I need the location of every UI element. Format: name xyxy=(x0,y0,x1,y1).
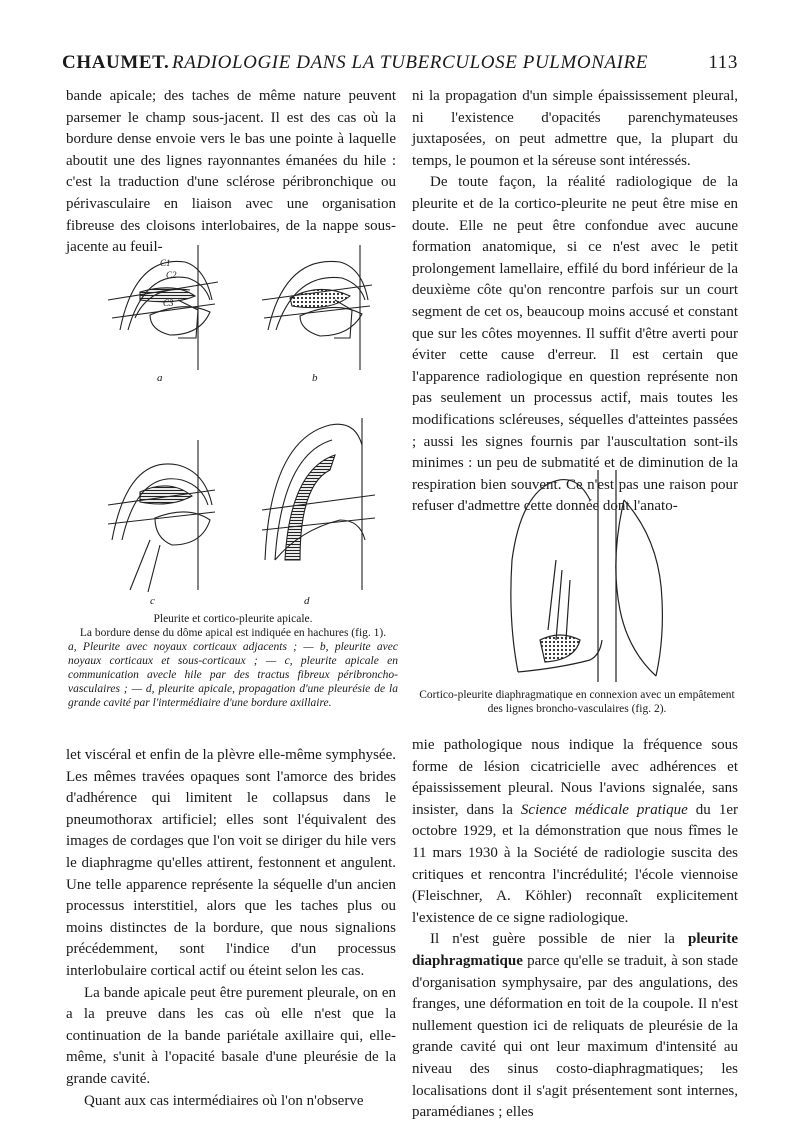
fig1-caption-line2: La bordure dense du dôme apical est indiquée en hachures (fig. 1). xyxy=(79,627,387,639)
figure-2-caption: Cortico-pleurite diaphragmatique en connexion avec un empâtement des lignes broncho-vasculaires (fig. 2). xyxy=(419,689,735,715)
fig1-legend: a, Pleurite avec noyaux corticaux adjacents ; — b, pleurite avec noyaux corticaux et sous-corticaux ; — c, pleurite apicale en communication avecle hile par des tractus fibreux péribroncho-vasculaires ; — d, pleurite apicale, propagation d'une pleurésie de la grande cavité par l'intermédiaire d'une bordure axillaire. xyxy=(68,641,398,709)
paragraph: bande apicale; des taches de même nature peuvent parsemer le champ sous-jacent. Il est des cas où la bordure dense envoie vers le bas une pointe à laquelle aboutit une des lignes rayonnantes émanées du hile : c'est la traduction d'une sclérose péribronchique ou périvasculaire en liaison avec une organisation fibreuse des cloisons interlobaires, de la nappe sous-jacente au feuil- xyxy=(66,88,396,256)
header-title: RADIOLOGIE DANS LA TUBERCULOSE PULMONAIRE xyxy=(172,52,649,73)
paragraph: De toute façon, la réalité radiologique de la pleurite et de la cortico-pleurite ne peut être mise en doute. Elle ne peut être confondue avec aucune formation anatomique, si ce n'est avec le petit prolongement lamellaire, effilé du bord inférieur de la deuxième côte qu'on rencontre parfois sur un court segment de cet os, beaucoup moins accusé et constant que sur les côtes moyennes. Il suffit d'être averti pour éviter cette cause d'erreur. Il est certain que l'apparence radiologique en question représente non pas seulement un processus actif, mais toutes les modifications scléreuses, séquelles d'atteintes passées ; aussi les signes fournis par l'auscultation sont-ils minimes : un peu de submatité et de diminution de la respiration bien souvent. Ce n'est pas une raison pour refuser d'admettre cette donnée dont l'anato- xyxy=(412,174,738,515)
right-column-bottom xyxy=(412,735,738,1124)
text-run: parce qu'elle se traduit, à son stade d'organisation symphysaire, par des angulations, des franges, une déformation en toit de la coupole. Il n'est nullement question ici de reliquats de pleurésie de la grande cavité qui ont leur maximum d'intensité au niveau des sinus costo-diaphragmatiques; les localisations dont il s'agit présentement sont internes, paramédianes ; elles xyxy=(412,952,738,1121)
fig1-label-a: a xyxy=(157,372,163,384)
paragraph: ni la propagation d'un simple épaississement pleural, ni l'existence d'opacités parenchymateuses juxtaposées, on peut admettre que, la plupart du temps, le poumon et la séreuse sont intéressés. xyxy=(412,88,738,169)
text-run: mie pathologique nous indique la fréquence sous forme de lésion cicatricielle avec adhérences et épaississement pleural. Nous l'avions signalée, sans insister, dans la xyxy=(412,737,738,818)
fig1-label-c2: C2 xyxy=(166,270,177,280)
page-number: 113 xyxy=(708,52,738,73)
paragraph: let viscéral et enfin de la plèvre elle-même symphysée. Les mêmes travées opaques sont l'amorce des brides d'adhérence qui limitent le collapsus dans le pneumothorax artificiel; elles sont l'équivalent des images de cordages que l'on voit se diriger du hile vers le diaphragme qu'elles attirent, festonnent et angulent. Une telle apparence représente la séquelle d'un ancien processus interstitiel, alors que les taches plus ou moins distinctes de la bordure, que nous signalions précédemment, sont l'indice d'un processus interlobulaire cortical actif ou éteint selon les cas. xyxy=(66,747,396,979)
paragraph: La bande apicale peut être purement pleurale, on en a la preuve dans les cas où elle n'est que la continuation de la bande pariétale axillaire qui, elle-même, s'unit à l'opacité basale d'une pleurésie de la grande cavité. xyxy=(66,984,396,1087)
text-run: Il n'est guère possible de nier la xyxy=(430,931,688,948)
paragraph xyxy=(412,929,738,1123)
paragraph xyxy=(412,735,738,929)
paragraph: Quant aux cas intermédiaires où l'on n'observe xyxy=(84,1092,364,1109)
text-run: du 1er octobre 1929, et la démonstration que nous fîmes le 11 mars 1930 à la Société de radiologie suscita des critiques et rencontra l'incrédulité; l'école viennoise (Fleischner, A. Köhler) reconnaît explicitement l'existence de ce signe radiologique. xyxy=(412,801,738,926)
fig1-caption-line1: Pleurite et cortico-pleurite apicale. xyxy=(153,613,313,625)
fig1-label-b: b xyxy=(312,372,318,384)
journal-name: Science médicale pratique xyxy=(520,801,688,818)
fig1-label-c3: C3 xyxy=(163,298,174,308)
fig1-label-c: c xyxy=(150,595,155,607)
header-author: CHAUMET. xyxy=(62,52,170,73)
fig1-label-c1: C1 xyxy=(160,258,171,268)
fig1-label-d: d xyxy=(304,595,310,607)
term-pleurite-diaphragmatique: pleurite diaphragmatique xyxy=(412,931,738,969)
